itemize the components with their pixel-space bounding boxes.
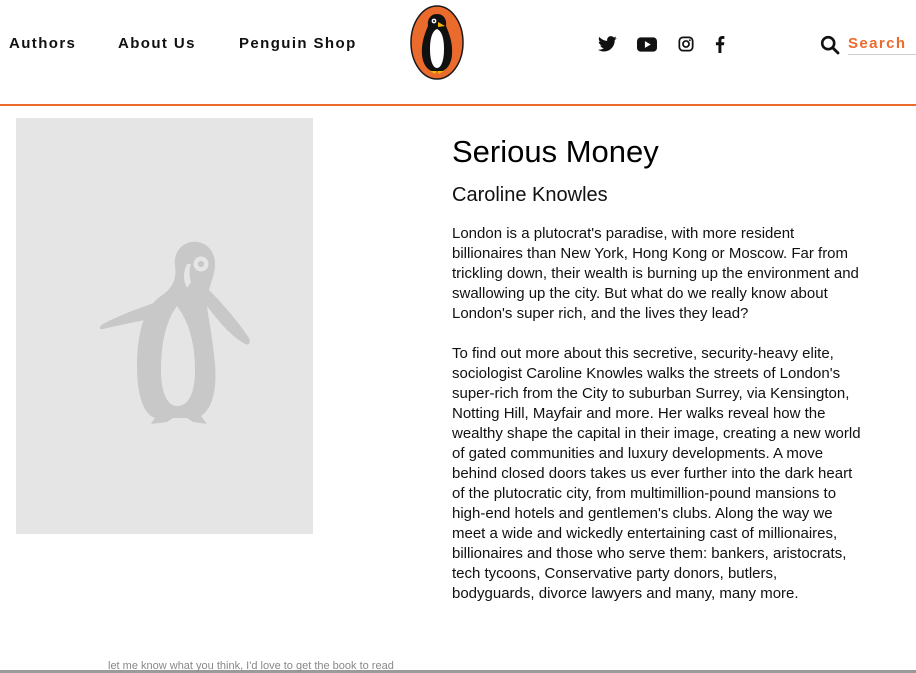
youtube-link[interactable] — [636, 33, 658, 55]
nav-authors-link[interactable]: Authors — [9, 35, 77, 52]
penguin-logo[interactable] — [410, 5, 464, 80]
facebook-icon — [715, 36, 725, 53]
instagram-icon — [678, 36, 694, 52]
search-area — [820, 32, 916, 56]
penguin-logo-icon — [410, 5, 464, 80]
facebook-link[interactable] — [709, 33, 731, 55]
book-description — [452, 224, 862, 624]
book-author[interactable]: Caroline Knowles — [452, 184, 608, 206]
book-cover-placeholder — [16, 118, 313, 534]
site-header — [0, 0, 916, 106]
youtube-icon — [637, 37, 657, 52]
instagram-link[interactable] — [675, 33, 697, 55]
bottom-partial-text: let me know what you think, I'd love to get the book to read — [108, 660, 394, 672]
bottom-overlay-strip — [0, 660, 916, 673]
twitter-icon — [598, 36, 617, 52]
search-input[interactable] — [848, 32, 916, 55]
nav-shop-link[interactable]: Penguin Shop — [239, 35, 357, 52]
nav-about-link[interactable]: About Us — [118, 35, 196, 52]
description-paragraph: London is a plutocrat's paradise, with more resident billionaires than New York, Hong Kong or Moscow. Far from trickling down, their wealth is burning up the environment and swallowing up the city. But what do we really know about London's super rich, and the lives they lead? — [452, 225, 859, 322]
search-icon[interactable] — [820, 35, 840, 55]
twitter-link[interactable] — [596, 33, 618, 55]
penguin-placeholder-icon — [81, 236, 261, 426]
book-title: Serious Money — [452, 134, 659, 169]
description-paragraph: To find out more about this secretive, security-heavy elite, sociologist Caroline Knowles walks the streets of London's super-rich from the City to suburban Surrey, via Kensington, Notting Hill, Mayfair and more. Her walks reveal how the wealthy shape the capital in their image, creating a new world of gated communities and luxury developments. A move behind closed doors takes us ever further into the dark heart of the plutocratic city, from multimillion-pound mansions to high-end hotels and gentlemen's clubs. Along the way we meet a wide and wickedly entertaining cast of millionaires, billionaires and those who serve them: bankers, aristocrats, tech tycoons, Conservative party donors, butlers, bodyguards, divorce lawyers and many, many more. — [452, 345, 861, 602]
